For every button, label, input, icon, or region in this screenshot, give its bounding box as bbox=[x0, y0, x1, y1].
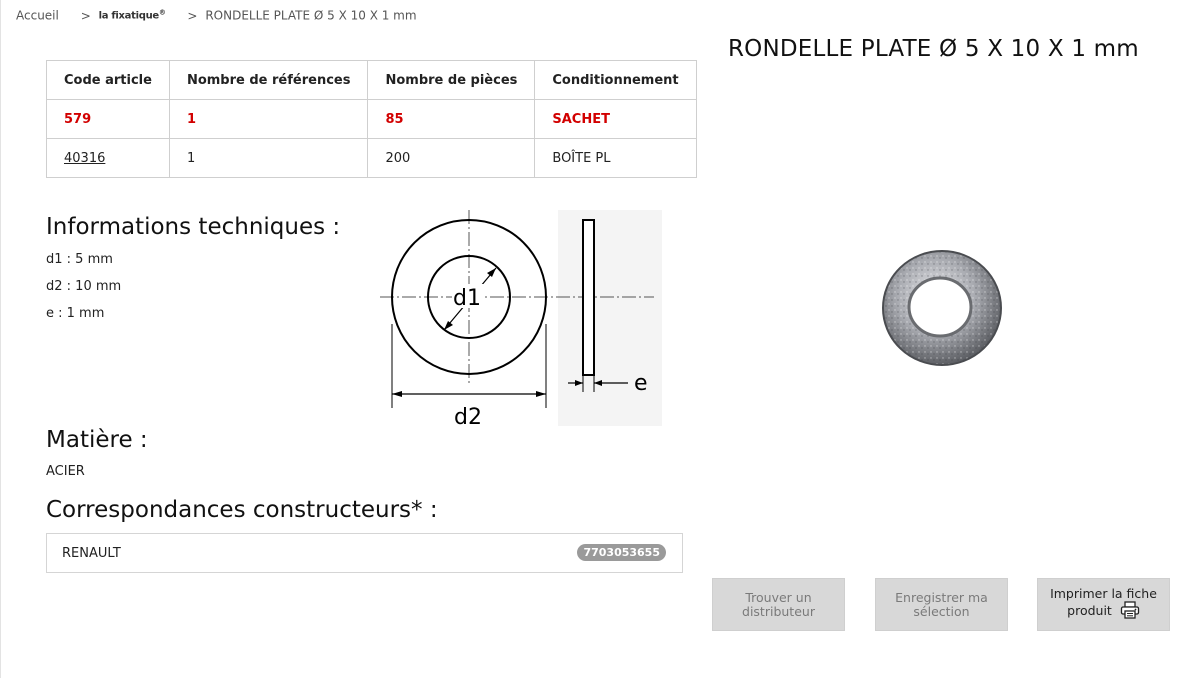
references-table bbox=[46, 60, 697, 178]
button-label-line: Imprimer la fiche bbox=[1050, 586, 1157, 601]
find-distributor-button[interactable] bbox=[712, 578, 845, 631]
save-selection-label bbox=[895, 591, 988, 619]
header-code-article: Code article bbox=[47, 61, 170, 100]
material-heading: Matière : bbox=[46, 427, 148, 453]
header-nombre-references: Nombre de références bbox=[169, 61, 368, 100]
cell-packaging: SACHET bbox=[535, 100, 696, 139]
drawing-d2-arrowhead bbox=[536, 391, 546, 397]
product-title: RONDELLE PLATE Ø 5 X 10 X 1 mm bbox=[728, 36, 1139, 62]
article-code-link[interactable]: 40316 bbox=[64, 150, 106, 166]
print-sheet-label bbox=[1050, 587, 1157, 622]
cell-code: 579 bbox=[47, 100, 170, 139]
drawing-d1-arrowhead bbox=[487, 268, 496, 277]
table-row-selected bbox=[47, 100, 697, 139]
correspondence-brand: RENAULT bbox=[62, 546, 121, 561]
washer-hole bbox=[909, 278, 971, 336]
breadcrumb-brand-mark: ® bbox=[158, 8, 166, 17]
breadcrumb-brand-text: la fixatique bbox=[98, 10, 159, 22]
spec-e: e : 1 mm bbox=[46, 306, 105, 321]
breadcrumb-separator: > bbox=[187, 8, 198, 23]
breadcrumb-home-link[interactable]: Accueil bbox=[16, 8, 59, 23]
breadcrumb bbox=[16, 8, 417, 23]
spec-d1: d1 : 5 mm bbox=[46, 252, 113, 267]
button-label-line: produit bbox=[1067, 603, 1112, 618]
button-label-line-with-icon bbox=[1050, 601, 1157, 622]
correspondence-ref-badge: 7703053655 bbox=[577, 544, 666, 561]
breadcrumb-current: RONDELLE PLATE Ø 5 X 10 X 1 mm bbox=[205, 8, 417, 23]
header-conditionnement: Conditionnement bbox=[535, 61, 696, 100]
cell-refs: 1 bbox=[169, 100, 368, 139]
button-label-line: Enregistrer ma bbox=[895, 589, 988, 605]
washer-technical-drawing bbox=[378, 206, 668, 434]
table-header-row bbox=[47, 61, 697, 100]
breadcrumb-separator: > bbox=[80, 8, 91, 23]
page-left-border bbox=[0, 0, 1, 678]
button-label-line: sélection bbox=[913, 603, 970, 619]
cell-code bbox=[47, 139, 170, 178]
breadcrumb-brand-link[interactable] bbox=[98, 8, 166, 22]
cell-pieces: 200 bbox=[368, 139, 535, 178]
drawing-d2-arrowhead bbox=[392, 391, 402, 397]
spec-d2: d2 : 10 mm bbox=[46, 279, 122, 294]
drawing-d1-arrowhead bbox=[444, 321, 453, 330]
material-value: ACIER bbox=[46, 464, 85, 479]
cell-refs: 1 bbox=[169, 139, 368, 178]
print-sheet-button[interactable] bbox=[1037, 578, 1170, 631]
product-photo-washer bbox=[870, 236, 1010, 376]
header-nombre-pieces: Nombre de pièces bbox=[368, 61, 535, 100]
cell-packaging: BOÎTE PL bbox=[535, 139, 696, 178]
button-label-line: Trouver un bbox=[745, 589, 812, 605]
drawing-d1-label: d1 bbox=[453, 286, 481, 311]
printer-icon bbox=[1120, 601, 1140, 622]
drawing-d2-label: d2 bbox=[454, 405, 482, 430]
drawing-side-view bbox=[583, 220, 594, 375]
correspondence-row bbox=[46, 533, 683, 573]
find-distributor-label bbox=[742, 591, 815, 619]
cell-pieces: 85 bbox=[368, 100, 535, 139]
save-selection-button[interactable] bbox=[875, 578, 1008, 631]
drawing-e-label: e bbox=[634, 371, 648, 396]
correspondences-heading: Correspondances constructeurs* : bbox=[46, 497, 438, 523]
tech-info-heading: Informations techniques : bbox=[46, 214, 341, 240]
table-row bbox=[47, 139, 697, 178]
button-label-line: distributeur bbox=[742, 603, 815, 619]
